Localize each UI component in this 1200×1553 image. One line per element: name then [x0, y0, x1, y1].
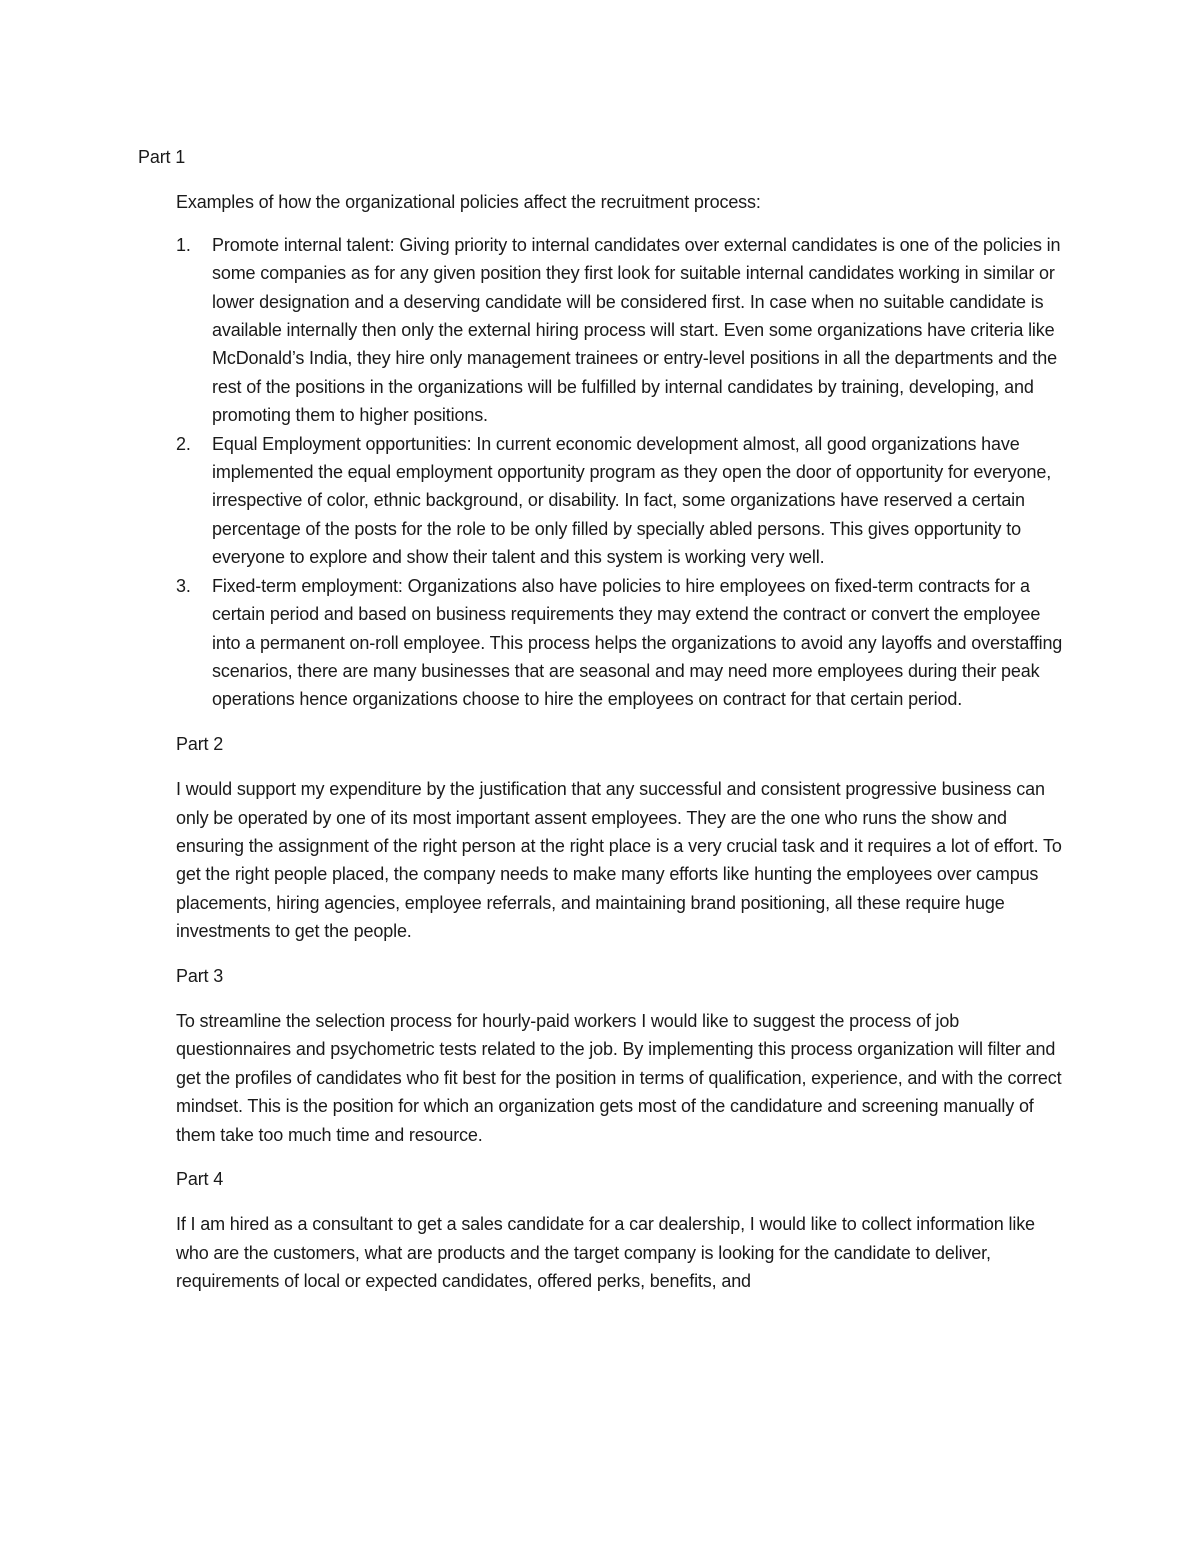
- list-item: [176, 572, 1066, 714]
- list-item-text: Fixed-term employment: Organizations also have policies to hire employees on fixed-term contracts for a certain period and based on business requirements they may extend the contract or convert the employee into a permanent on-roll employee. This process helps the organizations to avoid any layoffs and overstaffing scenarios, there are many businesses that are seasonal and may need more employees during their peak operations hence organizations choose to hire the employees on contract for that certain period.: [212, 575, 1063, 710]
- part-4-heading: Part 4: [176, 1169, 224, 1189]
- part-2-body: I would support my expenditure by the justification that any successful and consistent progressive business can only be operated by one of its most important assent employees. They are the one who runs the show and ensuring the assignment of the right person at the right place is a very crucial task and it requires a lot of effort. To get the right people placed, the company needs to make many efforts like hunting the employees over campus placements, hiring agencies, employee referrals, and maintaining brand positioning, all these require huge investments to get the people.: [176, 779, 1062, 942]
- list-item: [176, 430, 1066, 572]
- part-3-heading: Part 3: [176, 965, 224, 986]
- list-item-text: Equal Employment opportunities: In current economic development almost, all good organizations have implemented the equal employment opportunity program as they open the door of opportunity for everyone, irrespective of color, ethnic background, or disability. In fact, some organizations have reserved a certain percentage of the posts for the role to be only filled by specially abled persons. This gives opportunity to everyone to explore and show their talent and this system is working very well.: [212, 433, 1052, 568]
- list-item: [176, 231, 1066, 430]
- list-item-number: 1.: [176, 234, 191, 255]
- part-1-intro: Examples of how the organizational policies affect the recruitment process:: [176, 192, 761, 213]
- list-item-text: Promote internal talent: Giving priority to internal candidates over external candidates is one of the policies in some companies as for any given position they first look for suitable internal candidates working in similar or lower designation and a deserving candidate will be considered first. In case when no suitable candidate is available internally then only the external hiring process will start. Even some organizations have criteria like McDonald’s India, they hire only management trainees or entry-level positions in all the departments and the rest of the positions in the organizations will be fulfilled by internal candidates by training, developing, and promoting them to higher positions.: [212, 234, 1061, 426]
- part-4-body: If I am hired as a consultant to get a sales candidate for a car dealership, I would like to collect information like who are the customers, what are products and the target company is looking for the candidate to deliver, requirements of local or expected candidates, offered perks, benefits, and: [176, 1214, 1035, 1292]
- list-item-number: 3.: [176, 575, 191, 596]
- part-2-heading: Part 2: [176, 733, 224, 754]
- list-item-number: 2.: [176, 433, 191, 454]
- policy-list: [176, 231, 1066, 714]
- part-1-heading: Part 1: [138, 147, 186, 167]
- part-3-body: To streamline the selection process for hourly-paid workers I would like to suggest the process of job questionnaires and psychometric tests related to the job. By implementing this process organization will filter and get the profiles of candidates who fit best for the position in terms of qualification, experience, and with the correct mindset. This is the position for which an organization gets most of the candidature and screening manually of them take too much time and resource.: [176, 1010, 1062, 1145]
- document-body: [138, 143, 1066, 1296]
